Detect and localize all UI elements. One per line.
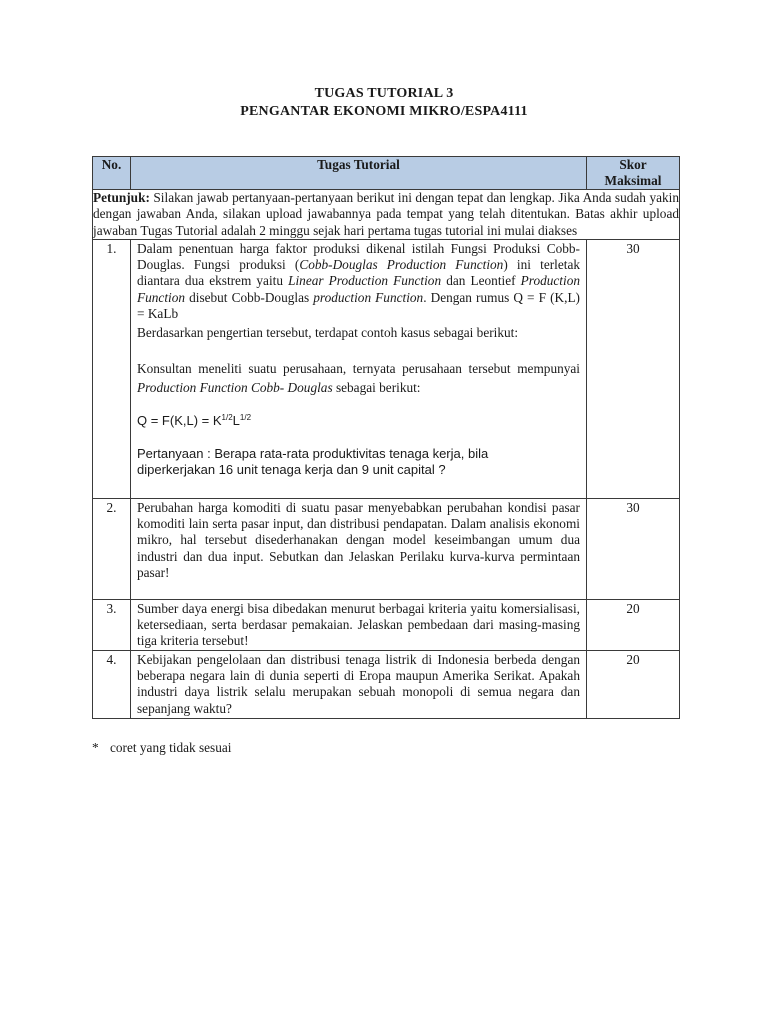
table-row xyxy=(93,498,680,599)
question-1-intro: Dalam penentuan harga faktor produksi dikenal istilah Fungsi Produksi Cobb-Douglas. Fungsi produksi (Cobb-Douglas Production Function) ini terletak diantara dua ekstrem yaitu Linear Production Function dan Leontief Production Function disebut Cobb-Douglas production Function. Dengan rumus Q = F (K,L) = KaLb xyxy=(137,240,580,322)
question-1-case-intro: Berdasarkan pengertian tersebut, terdapat contoh kasus sebagai berikut: xyxy=(137,325,519,341)
question-text: Kebijakan pengelolaan dan distribusi tenaga listrik di Indonesia berbeda dengan beberapa negara lain di dunia seperti di Eropa maupun Amerika Serikat. Apakah industri daya listrik selalu merupakan sebuah monopoli di semua negara dan sepanjang waktu? xyxy=(131,650,587,718)
question-number: 2. xyxy=(93,498,131,599)
table-row xyxy=(93,650,680,718)
question-score: 30 xyxy=(587,498,680,599)
question-text xyxy=(131,239,587,498)
table-row xyxy=(93,239,680,498)
question-score: 20 xyxy=(587,650,680,718)
question-number: 3. xyxy=(93,599,131,650)
instructions-text: Silakan jawab pertanyaan-pertanyaan berikut ini dengan tepat dan lengkap. Jika Anda sudah yakin dengan jawaban Anda, silakan upload jawabannya pada tempat yang telah ditentukan. Batas akhir upload jawaban Tugas Tutorial adalah 2 minggu sejak hari pertama tugas tutorial ini mulai diakses xyxy=(93,190,679,238)
footnote-text: coret yang tidak sesuai xyxy=(110,740,232,755)
assignment-table xyxy=(92,156,680,719)
instructions-label: Petunjuk: xyxy=(93,190,150,205)
header-skor-line2: Maksimal xyxy=(604,173,662,188)
footnote xyxy=(92,740,231,756)
instructions-row xyxy=(93,190,680,240)
question-score: 20 xyxy=(587,599,680,650)
question-1-formula: $Q = F(K,L) = K^{1/2}L^{1/2}$ xyxy=(137,413,252,429)
course-title: PENGANTAR EKONOMI MIKRO/ESPA4111 xyxy=(240,104,528,119)
question-1-question: Pertanyaan : Berapa rata-rata produktivitas tenaga kerja, bila diperkerjakan 16 unit tenaga kerja dan 9 unit capital ? xyxy=(137,445,489,477)
question-text: Perubahan harga komoditi di suatu pasar menyebabkan perubahan kondisi pasar komoditi lain serta pasar input, dan distribusi pendapatan. Dalam analisis ekonomi mikro, hal tersebut disederhanakan dengan model keseimbangan umum dua industri dan dua input. Sebutkan dan Jelaskan Perilaku kurva-kurva permintaan pasar! xyxy=(131,498,587,599)
question-number: 1. xyxy=(93,239,131,498)
instructions-cell xyxy=(93,190,680,240)
table-header-row xyxy=(93,157,680,190)
header-skor-line1: Skor xyxy=(619,157,647,172)
question-number: 4. xyxy=(93,650,131,718)
document-title: TUGAS TUTORIAL 3 xyxy=(314,86,454,101)
header-no: No. xyxy=(93,157,131,190)
table-row xyxy=(93,599,680,650)
question-1-case: Konsultan meneliti suatu perusahaan, ternyata perusahaan tersebut mempunyai Production Function Cobb- Douglas sebagai berikut: xyxy=(137,361,580,396)
question-text: Sumber daya energi bisa dibedakan menurut berbagai kriteria yaitu komersialisasi, ketersediaan, serta berdasar pemakaian. Jelaskan pembedaan dari masing-masing tiga kriteria tersebut! xyxy=(131,599,587,650)
footnote-asterisk: * xyxy=(92,740,99,755)
question-score: 30 xyxy=(587,239,680,498)
header-skor-maksimal xyxy=(587,157,680,190)
header-tugas-tutorial: Tugas Tutorial xyxy=(131,157,587,190)
